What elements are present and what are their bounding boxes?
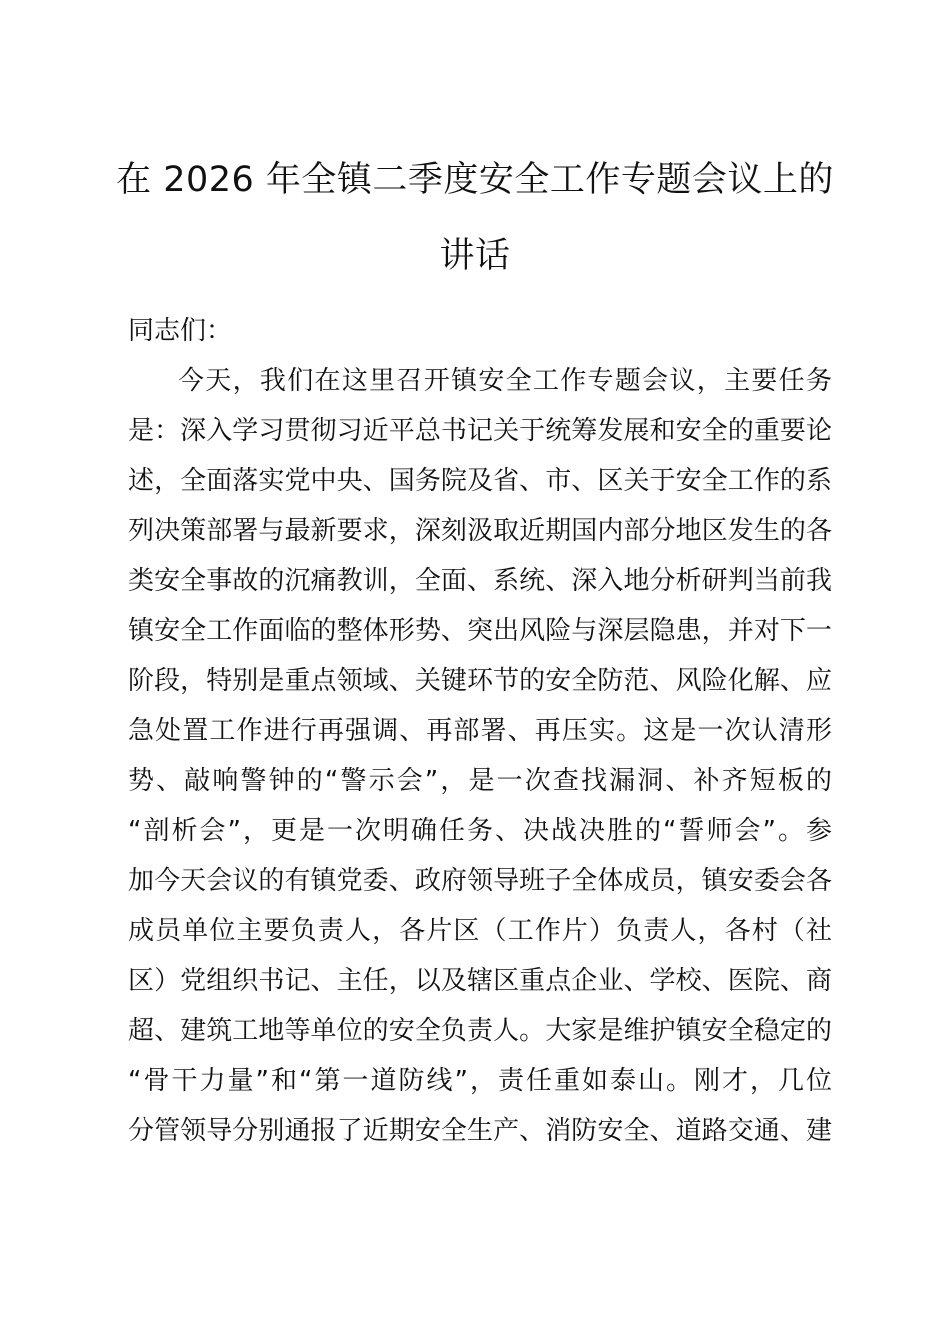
paragraph-line: 列决策部署与最新要求，深刻汲取近期国内部分地区发生的各 [128,516,832,546]
paragraph-line: 镇安全工作面临的整体形势、突出风险与深层隐患，并对下一 [128,616,832,646]
paragraph-line: 分管领导分别通报了近期安全生产、消防安全、道路交通、建 [128,1116,832,1146]
salutation: 同志们： [128,316,233,346]
paragraph-line: “剖析会”，更是一次明确任务、决战决胜的“誓师会”。参 [128,816,832,846]
paragraph-line: 今天，我们在这里召开镇安全工作专题会议，主要任务 [178,366,832,396]
paragraph-line: 区）党组织书记、主任，以及辖区重点企业、学校、医院、商 [128,966,832,996]
paragraph-line: 超、建筑工地等单位的安全负责人。大家是维护镇安全稳定的 [128,1016,832,1046]
paragraph-line: 急处置工作进行再强调、再部署、再压实。这是一次认清形 [128,716,832,746]
paragraph-line: 成员单位主要负责人，各片区（工作片）负责人，各村（社 [128,916,832,946]
paragraph-line: 述，全面落实党中央、国务院及省、市、区关于安全工作的系 [128,466,832,496]
paragraph-line: 阶段，特别是重点领域、关键环节的安全防范、风险化解、应 [128,666,832,696]
document-title-line-1: 在 2026 年全镇二季度安全工作专题会议上的 [116,160,834,200]
paragraph-line: 加今天会议的有镇党委、政府领导班子全体成员，镇安委会各 [128,866,832,896]
paragraph-line: “骨干力量”和“第一道防线”，责任重如泰山。刚才，几位 [128,1066,832,1096]
paragraph-line: 是：深入学习贯彻习近平总书记关于统筹发展和安全的重要论 [128,416,832,446]
document-title-line-2: 讲话 [439,236,511,276]
paragraph-line: 类安全事故的沉痛教训，全面、系统、深入地分析研判当前我 [128,566,832,596]
paragraph-line: 势、敲响警钟的“警示会”，是一次查找漏洞、补齐短板的 [128,766,832,796]
